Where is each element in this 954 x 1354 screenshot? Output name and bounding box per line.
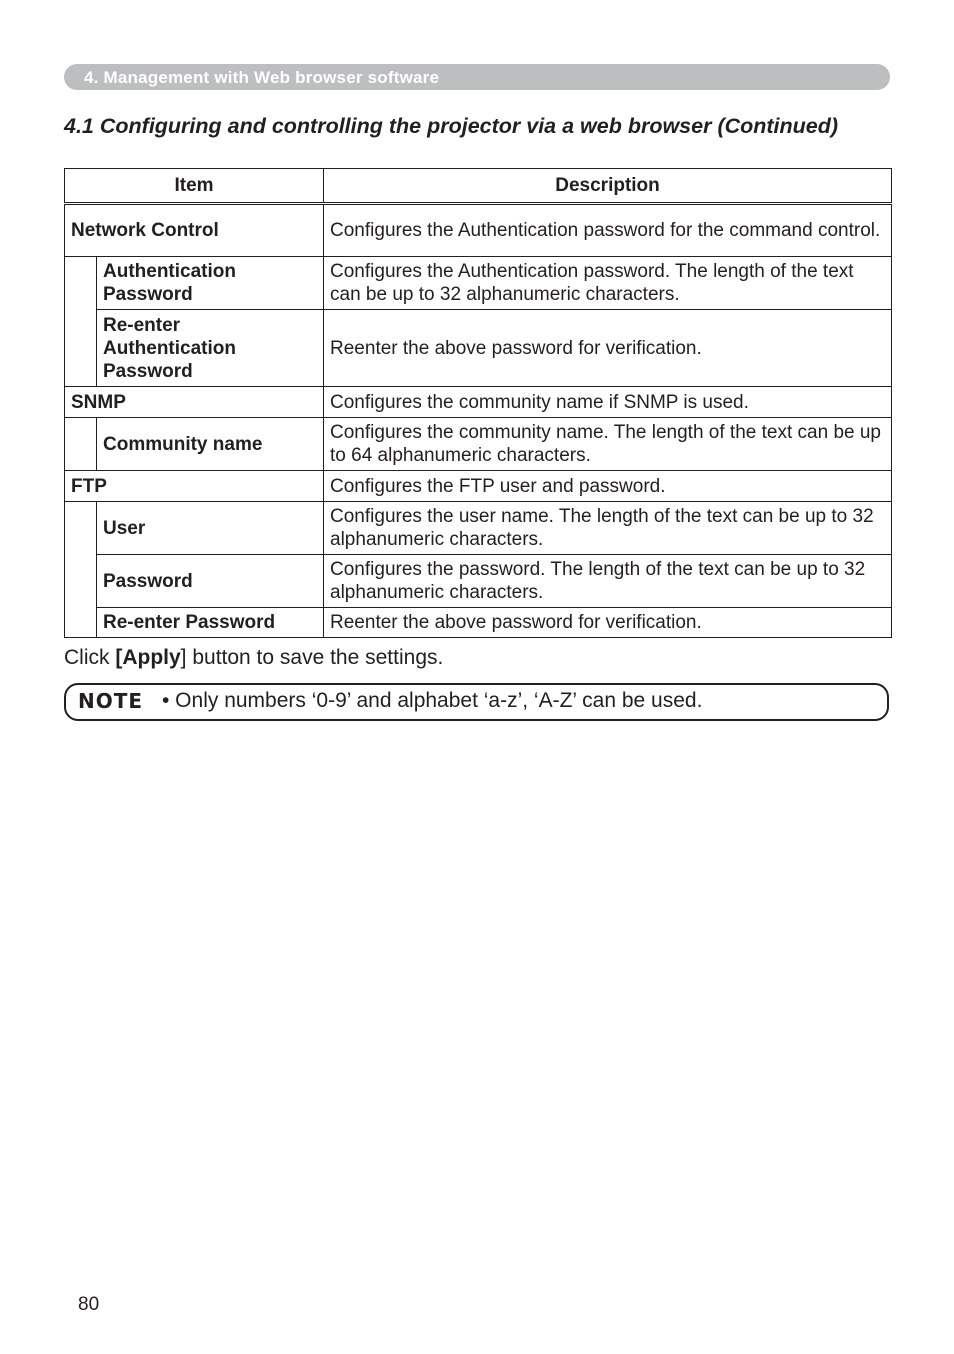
note-text: • Only numbers ‘0-9’ and alphabet ‘a-z’, ‘A-Z’ can be used.: [162, 689, 703, 712]
note-box: [64, 683, 889, 721]
indent-cell: [65, 257, 97, 310]
chapter-title: 4. Management with Web browser software: [84, 68, 440, 87]
description-cell: Configures the Authentication password for the command control.: [324, 204, 892, 257]
item-cell: Authentication Password: [97, 257, 324, 310]
description-cell: Reenter the above password for verification.: [324, 310, 892, 387]
item-cell: Re-enter Authentication Password: [97, 310, 324, 387]
table-row: [65, 555, 892, 608]
column-header-item: Item: [65, 169, 324, 204]
indent-cell: [65, 418, 97, 471]
table-row: [65, 502, 892, 555]
apply-button-name: [Apply: [115, 646, 181, 669]
description-cell: Configures the FTP user and password.: [324, 471, 892, 502]
apply-prefix: Click: [64, 646, 116, 669]
apply-suffix: ] button to save the settings.: [180, 646, 444, 669]
item-cell: Password: [97, 555, 324, 608]
item-cell: User: [97, 502, 324, 555]
table-row: [65, 471, 892, 502]
indent-cell: [65, 608, 97, 638]
page-number: 80: [78, 1294, 100, 1315]
note-label: NOTE: [78, 689, 144, 713]
table-row: [65, 204, 892, 257]
indent-cell: [65, 555, 97, 608]
table-row: [65, 310, 892, 387]
description-cell: Reenter the above password for verification.: [324, 608, 892, 638]
item-cell: Community name: [97, 418, 324, 471]
item-cell: Network Control: [65, 204, 324, 257]
table-row: [65, 418, 892, 471]
column-header-description: Description: [324, 169, 892, 204]
chapter-header-bar: [64, 64, 890, 90]
table-row: [65, 608, 892, 638]
section-title: 4.1 Configuring and controlling the projector via a web browser (Continued): [64, 114, 839, 138]
indent-cell: [65, 502, 97, 555]
description-cell: Configures the password. The length of the text can be up to 32 alphanumeric characters.: [324, 555, 892, 608]
item-cell: Re-enter Password: [97, 608, 324, 638]
description-cell: Configures the user name. The length of the text can be up to 32 alphanumeric characters.: [324, 502, 892, 555]
indent-cell: [65, 310, 97, 387]
table-row: [65, 387, 892, 418]
description-cell: Configures the community name if SNMP is used.: [324, 387, 892, 418]
table-header-row: [65, 169, 892, 204]
description-cell: Configures the Authentication password. The length of the text can be up to 32 alphanumeric characters.: [324, 257, 892, 310]
settings-table: [64, 168, 892, 638]
table-row: [65, 257, 892, 310]
apply-instruction: [64, 646, 443, 670]
description-cell: Configures the community name. The length of the text can be up to 64 alphanumeric characters.: [324, 418, 892, 471]
item-cell: SNMP: [65, 387, 324, 418]
item-cell: FTP: [65, 471, 324, 502]
